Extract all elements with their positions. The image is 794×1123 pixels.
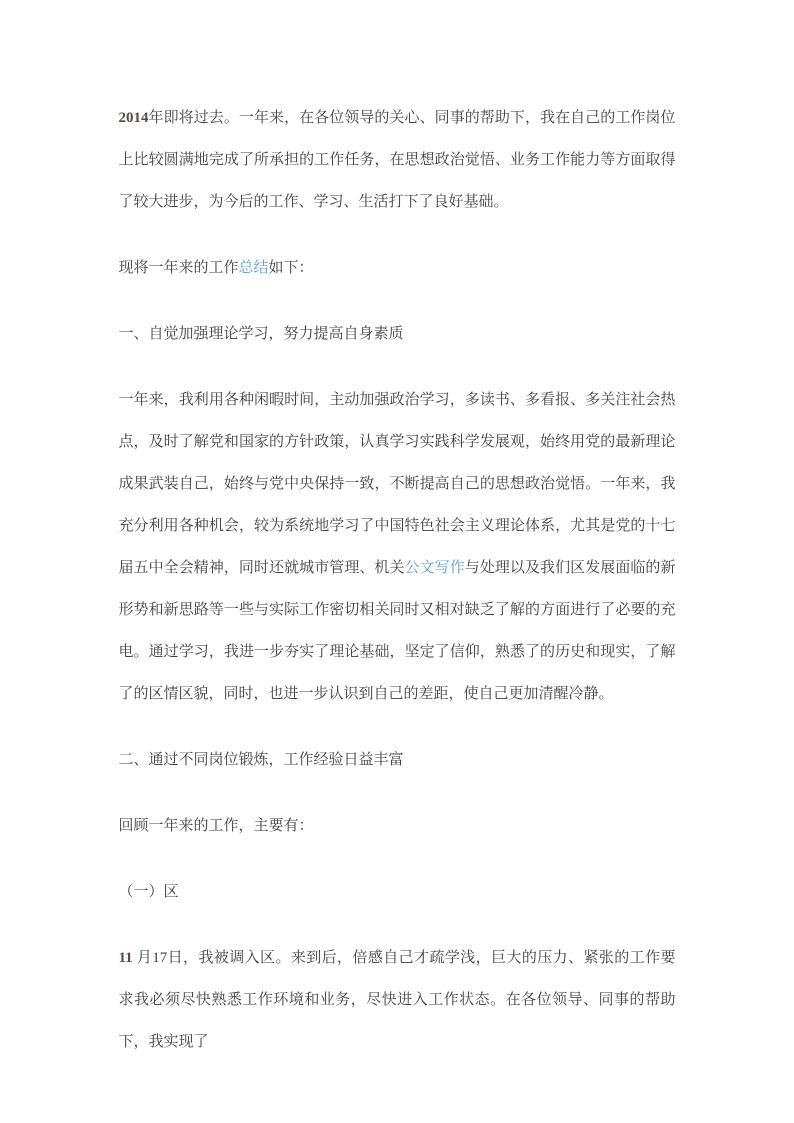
text-run: 二、通过不同岗位锻炼，工作经验日益丰富 [118, 752, 404, 768]
paragraph-intro [119, 97, 676, 223]
text-run: 现将一年来的工作 [118, 260, 239, 276]
text-run: 一、自觉加强理论学习，努力提高自身素质 [118, 326, 404, 342]
text-run: 与处理以及我们区发展面临的新形势和新思路等一些与实际工作密切相关同时又相对缺乏了解的方面进行了必要的充电。通过学习，我进一步夯实了理论基础，坚定了信仰，熟悉了的历史和现实，了解了的区情区貌，同时，也进一步认识到自己的差距，使自己更加清醒冷静。 [118, 560, 676, 702]
text-run: 一年来，我利用各种闲暇时间，主动加强政治学习，多读书、多看报、多关注社会热点，及时了解党和国家的方针政策，认真学习实践科学发展观，始终用党的最新理论成果武装自己，始终与党中央保持一致，不断提高自己的思想政治觉悟。一年来，我充分利用各种机会，较为系统地学习了中国特色社会主义理论体系，尤其是党的十七届五中全会精神，同时还就城市管理、机关 [118, 392, 676, 576]
date-number: 11 [118, 950, 133, 966]
document-page [119, 0, 676, 1063]
link-summary[interactable]: 总结 [238, 260, 269, 276]
link-official-writing[interactable]: 公文写作 [404, 560, 465, 576]
paragraph-review-lead [119, 805, 676, 847]
text-run: 回顾一年来的工作，主要有： [118, 818, 314, 834]
heading-section-one [119, 313, 676, 355]
text-run: 月17日，我被调入区。来到后，倍感自己才疏学浅，巨大的压力、紧张的工作要求我必须尽快熟悉工作环境和业务，尽快进入工作状态。在各位领导、同事的帮助下，我实现了 [118, 950, 676, 1050]
text-run: 如下： [268, 260, 314, 276]
text-run: 年即将过去。一年来，在各位领导的关心、同事的帮助下，我在自己的工作岗位上比较圆满地完成了所承担的工作任务，在思想政治觉悟、业务工作能力等方面取得了较大进步，为今后的工作、学习、生活打下了良好基础。 [118, 110, 676, 210]
heading-section-two [119, 739, 676, 781]
year-number: 2014 [118, 110, 149, 126]
paragraph-study [119, 379, 676, 715]
subheading-district [119, 871, 676, 913]
text-run: （一）区 [118, 884, 179, 900]
paragraph-transfer [119, 937, 676, 1063]
paragraph-summary-lead [119, 247, 676, 289]
